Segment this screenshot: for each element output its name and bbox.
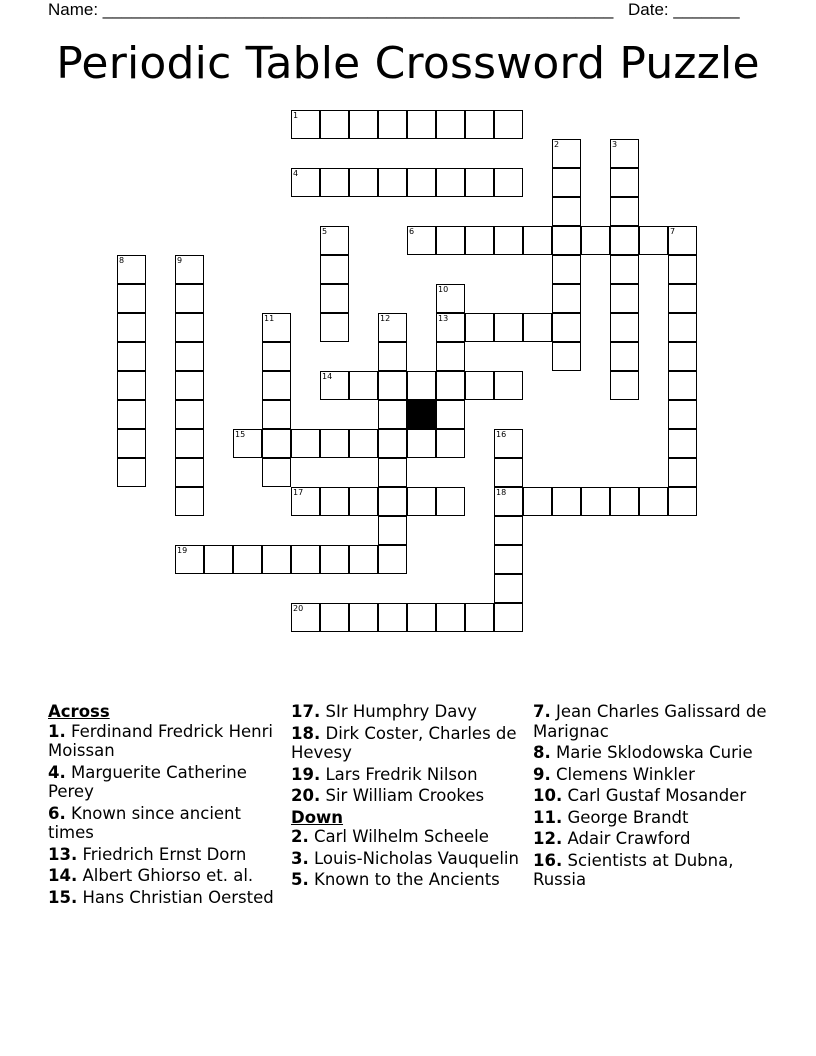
crossword-cell[interactable] (262, 400, 291, 429)
crossword-cell[interactable] (552, 197, 581, 226)
clue-across-13: 13. Friedrich Ernst Dorn (48, 844, 247, 864)
crossword-cell[interactable] (378, 458, 407, 487)
crossword-cell[interactable] (610, 255, 639, 284)
crossword-cell[interactable] (668, 255, 697, 284)
clue-down-2: 2. Carl Wilhelm Scheele (291, 827, 489, 846)
crossword-cell[interactable] (639, 487, 668, 516)
crossword-cell[interactable] (465, 226, 494, 255)
crossword-cell[interactable] (465, 371, 494, 400)
crossword-cell[interactable] (494, 313, 523, 342)
crossword-cell[interactable] (436, 371, 465, 400)
crossword-cell[interactable] (117, 400, 146, 429)
crossword-cell[interactable] (175, 284, 204, 313)
clue-number: 6 (409, 227, 415, 236)
crossword-cell[interactable] (117, 429, 146, 458)
crossword-cell[interactable] (320, 168, 349, 197)
crossword-cell[interactable] (668, 226, 697, 255)
crossword-cell[interactable] (436, 284, 465, 313)
clue-number: 18 (496, 488, 507, 497)
crossword-cell[interactable] (494, 516, 523, 545)
crossword-cell[interactable] (407, 226, 436, 255)
crossword-cell[interactable] (320, 255, 349, 284)
crossword-cell[interactable] (349, 487, 378, 516)
crossword-cell[interactable] (117, 313, 146, 342)
crossword-cell[interactable] (291, 603, 320, 632)
crossword-cell[interactable] (494, 545, 523, 574)
crossword-cell[interactable] (320, 429, 349, 458)
crossword-cell[interactable] (465, 110, 494, 139)
crossword-cell[interactable] (378, 429, 407, 458)
crossword-cell[interactable] (610, 313, 639, 342)
crossword-cell[interactable] (262, 545, 291, 574)
crossword-cell[interactable] (436, 110, 465, 139)
crossword-cell[interactable] (349, 371, 378, 400)
crossword-cell[interactable] (610, 371, 639, 400)
crossword-cell[interactable] (610, 197, 639, 226)
crossword-cell[interactable] (668, 487, 697, 516)
clue-number: 15 (235, 430, 246, 439)
crossword-cell[interactable] (668, 458, 697, 487)
crossword-cell[interactable] (262, 371, 291, 400)
crossword-cell[interactable] (320, 487, 349, 516)
crossword-cell[interactable] (668, 284, 697, 313)
crossword-cell[interactable] (407, 487, 436, 516)
crossword-cell[interactable] (639, 226, 668, 255)
across-heading: Across (48, 702, 110, 721)
crossword-cell[interactable] (407, 371, 436, 400)
clue-number: 10 (438, 285, 449, 294)
crossword-cell[interactable] (668, 342, 697, 371)
clues-column-3 (533, 702, 773, 892)
crossword-cell[interactable] (291, 110, 320, 139)
crossword-cell[interactable] (523, 487, 552, 516)
crossword-cell[interactable] (117, 458, 146, 487)
crossword-cell[interactable] (320, 313, 349, 342)
crossword-cell[interactable] (552, 226, 581, 255)
crossword-cell[interactable] (117, 255, 146, 284)
crossword-cell[interactable] (407, 168, 436, 197)
crossword-cell[interactable] (204, 545, 233, 574)
crossword-cell[interactable] (175, 487, 204, 516)
crossword-cell[interactable] (262, 342, 291, 371)
crossword-cell[interactable] (117, 284, 146, 313)
clue-number: 16 (496, 430, 507, 439)
clue-number: 1 (293, 111, 299, 120)
crossword-cell[interactable] (552, 255, 581, 284)
crossword-cell[interactable] (320, 226, 349, 255)
crossword-cell[interactable] (436, 313, 465, 342)
crossword-cell[interactable] (581, 226, 610, 255)
clue-number: 12 (380, 314, 391, 323)
crossword-cell[interactable] (668, 429, 697, 458)
crossword-cell[interactable] (436, 487, 465, 516)
crossword-cell[interactable] (320, 371, 349, 400)
crossword-cell[interactable] (610, 139, 639, 168)
crossword-cell[interactable] (175, 255, 204, 284)
crossword-cell[interactable] (117, 342, 146, 371)
crossword-cell[interactable] (175, 545, 204, 574)
crossword-cell[interactable] (349, 168, 378, 197)
crossword-cell[interactable] (552, 342, 581, 371)
crossword-cell[interactable] (233, 429, 262, 458)
crossword-cell[interactable] (320, 545, 349, 574)
crossword-cell[interactable] (552, 487, 581, 516)
crossword-cell[interactable] (494, 168, 523, 197)
crossword-cell[interactable] (494, 487, 523, 516)
crossword-cell[interactable] (494, 458, 523, 487)
crossword-cell[interactable] (378, 168, 407, 197)
date-field-label: Date: _______ (628, 0, 740, 19)
crossword-cell[interactable] (523, 313, 552, 342)
crossword-cell[interactable] (436, 226, 465, 255)
crossword-cell[interactable] (407, 110, 436, 139)
crossword-cell[interactable] (349, 603, 378, 632)
clues-column-2 (291, 702, 523, 892)
crossword-cell[interactable] (262, 429, 291, 458)
crossword-cell[interactable] (291, 545, 320, 574)
clue-number: 17 (293, 488, 304, 497)
crossword-cell[interactable] (349, 545, 378, 574)
down-heading: Down (291, 807, 344, 827)
crossword-cell[interactable] (494, 429, 523, 458)
crossword-cell[interactable] (378, 400, 407, 429)
crossword-cell[interactable] (407, 429, 436, 458)
clue-across-15: 15. Hans Christian Oersted (48, 887, 274, 907)
clue-down-12: 12. Adair Crawford (533, 829, 691, 848)
crossword-cell[interactable] (291, 429, 320, 458)
clue-down-9: 9. Clemens Winkler (533, 764, 695, 784)
clue-down-8: 8. Marie Sklodowska Curie (533, 743, 753, 762)
crossword-cell[interactable] (378, 516, 407, 545)
clue-across-19: 19. Lars Fredrik Nilson (291, 764, 478, 784)
crossword-cell[interactable] (378, 342, 407, 371)
crossword-cell[interactable] (320, 110, 349, 139)
crossword-cell[interactable] (668, 371, 697, 400)
crossword-cell[interactable] (175, 342, 204, 371)
clue-across-1: 1. Ferdinand Fredrick Henri Moissan (48, 721, 273, 760)
crossword-cell[interactable] (378, 545, 407, 574)
crossword-cell[interactable] (610, 342, 639, 371)
clue-across-17: 17. SIr Humphry Davy (291, 702, 477, 721)
crossword-cell[interactable] (291, 487, 320, 516)
crossword-cell[interactable] (378, 371, 407, 400)
crossword-cell[interactable] (610, 284, 639, 313)
crossword-cell[interactable] (291, 168, 320, 197)
page-title: Periodic Table Crossword Puzzle (56, 38, 760, 89)
clues-column-1 (48, 702, 276, 909)
crossword-cell[interactable] (552, 139, 581, 168)
crossword-cell[interactable] (436, 400, 465, 429)
crossword-cell[interactable] (494, 574, 523, 603)
crossword-cell[interactable] (175, 429, 204, 458)
crossword-cell[interactable] (407, 603, 436, 632)
clue-down-3: 3. Louis-Nicholas Vauquelin (291, 848, 519, 868)
name-field-label: Name: ______________________________________________________ (48, 0, 614, 19)
crossword-cell[interactable] (436, 342, 465, 371)
clue-across-18: 18. Dirk Coster, Charles de Hevesy (291, 723, 517, 762)
crossword-cell[interactable] (320, 284, 349, 313)
clue-down-16: 16. Scientists at Dubna, Russia (533, 850, 734, 889)
clue-across-20: 20. Sir William Crookes (291, 786, 485, 805)
clue-number: 4 (293, 169, 299, 178)
crossword-cell[interactable] (349, 110, 378, 139)
crossword-cell[interactable] (494, 371, 523, 400)
crossword-cell[interactable] (610, 168, 639, 197)
crossword-cell[interactable] (494, 226, 523, 255)
crossword-cell[interactable] (436, 603, 465, 632)
crossword-cell[interactable] (552, 313, 581, 342)
crossword-cell[interactable] (262, 313, 291, 342)
clue-number: 7 (670, 227, 676, 236)
crossword-cell[interactable] (378, 603, 407, 632)
clue-number: 3 (612, 140, 618, 149)
crossword-cell[interactable] (233, 545, 262, 574)
crossword-cell[interactable] (117, 371, 146, 400)
clue-number: 13 (438, 314, 449, 323)
clue-number: 9 (177, 256, 183, 265)
crossword-cell[interactable] (552, 284, 581, 313)
crossword-cell[interactable] (436, 168, 465, 197)
clue-number: 8 (119, 256, 125, 265)
crossword-cell[interactable] (668, 313, 697, 342)
crossword-cell[interactable] (349, 429, 378, 458)
crossword-cell[interactable] (581, 487, 610, 516)
crossword-cell[interactable] (610, 487, 639, 516)
clue-across-6: 6. Known since ancient times (48, 803, 241, 842)
black-square (407, 400, 436, 429)
clue-down-10: 10. Carl Gustaf Mosander (533, 786, 747, 805)
clue-number: 14 (322, 372, 333, 381)
crossword-cell[interactable] (523, 226, 552, 255)
crossword-cell[interactable] (378, 487, 407, 516)
clue-across-14: 14. Albert Ghiorso et. al. (48, 866, 254, 885)
crossword-cell[interactable] (610, 226, 639, 255)
clue-down-7: 7. Jean Charles Galissard de Marignac (533, 702, 767, 741)
crossword-cell[interactable] (175, 400, 204, 429)
crossword-cell[interactable] (436, 429, 465, 458)
crossword-cell[interactable] (465, 313, 494, 342)
crossword-cell[interactable] (465, 603, 494, 632)
crossword-cell[interactable] (175, 371, 204, 400)
clue-down-11: 11. George Brandt (533, 807, 689, 827)
clue-number: 19 (177, 546, 188, 555)
crossword-cell[interactable] (262, 458, 291, 487)
crossword-cell[interactable] (175, 313, 204, 342)
crossword-cell[interactable] (552, 168, 581, 197)
clue-number: 11 (264, 314, 275, 323)
clue-number: 20 (293, 604, 304, 613)
crossword-cell[interactable] (465, 168, 494, 197)
crossword-cell[interactable] (494, 603, 523, 632)
clue-down-5: 5. Known to the Ancients (291, 870, 500, 889)
crossword-cell[interactable] (320, 603, 349, 632)
clue-number: 5 (322, 227, 328, 236)
crossword-cell[interactable] (378, 313, 407, 342)
crossword-cell[interactable] (175, 458, 204, 487)
crossword-cell[interactable] (494, 110, 523, 139)
crossword-cell[interactable] (668, 400, 697, 429)
clue-across-4: 4. Marguerite Catherine Perey (48, 762, 247, 801)
crossword-cell[interactable] (378, 110, 407, 139)
clue-number: 2 (554, 140, 560, 149)
